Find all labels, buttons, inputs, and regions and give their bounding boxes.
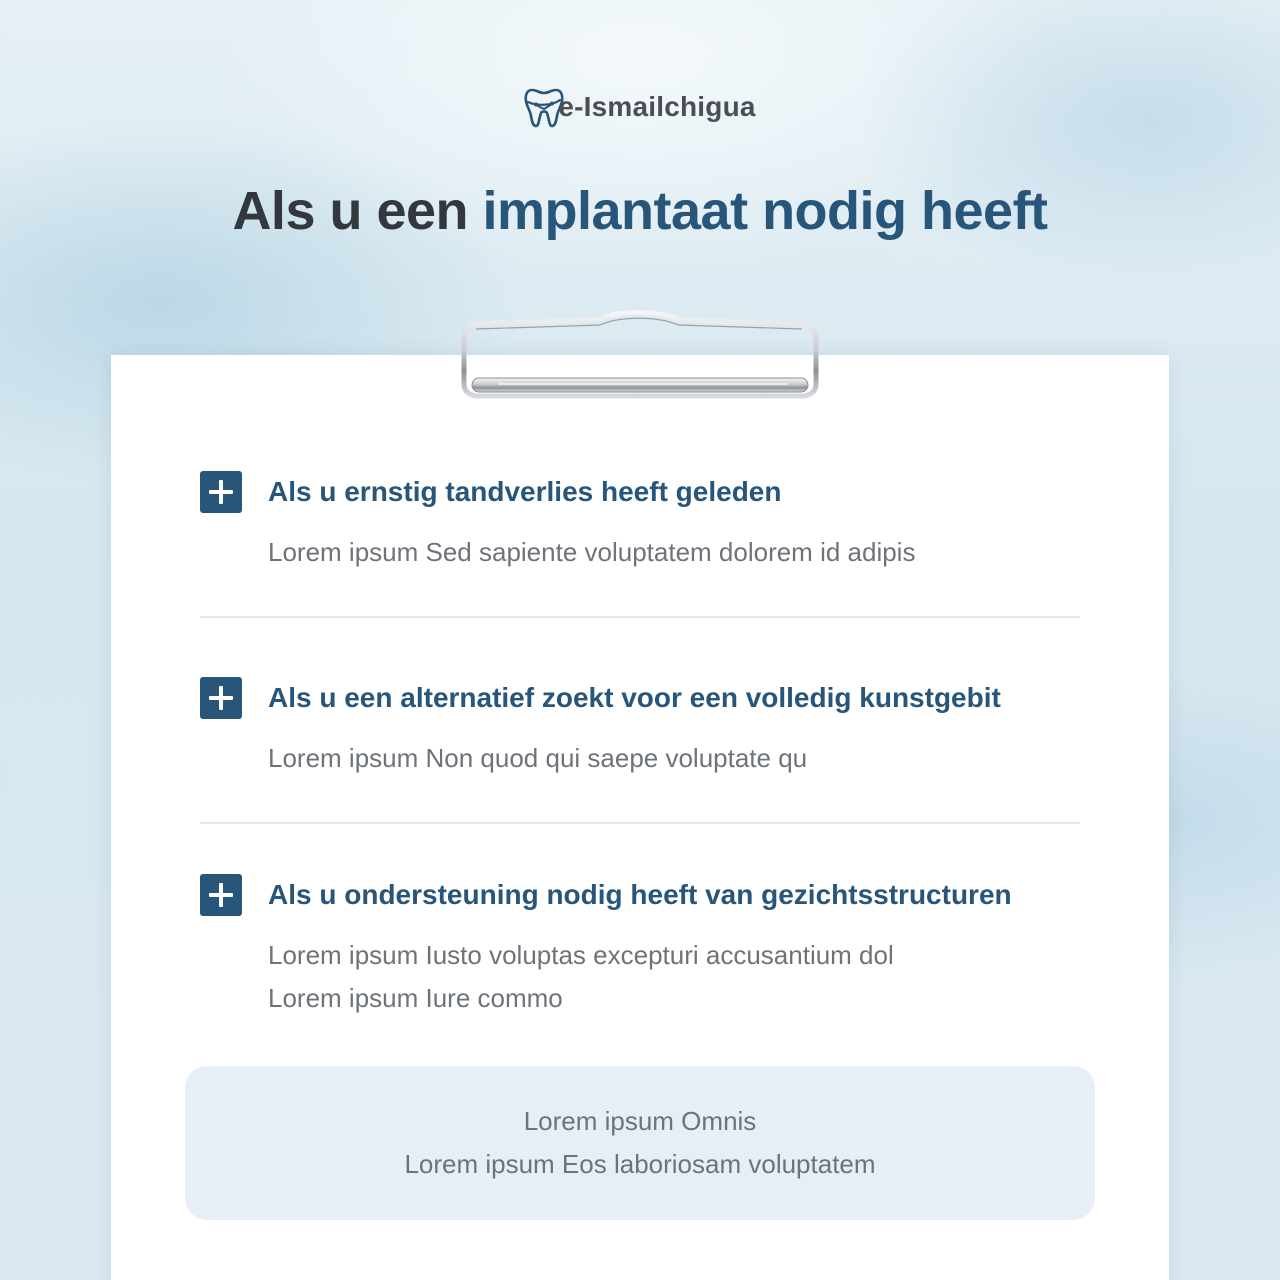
description-line: Lorem ipsum Non quod qui saepe voluptate qu xyxy=(268,743,808,773)
list-item-header xyxy=(200,873,1080,917)
list-item xyxy=(200,470,1080,574)
list-item-header xyxy=(200,470,1080,514)
list-item-title: Als u ernstig tandverlies heeft geleden xyxy=(268,476,782,507)
note-line: Lorem ipsum Omnis xyxy=(523,1106,757,1136)
list-item-header xyxy=(200,676,1080,720)
note-line: Lorem ipsum Eos laboriosam voluptatem xyxy=(404,1149,876,1179)
divider xyxy=(200,616,1080,618)
list-item xyxy=(200,873,1080,1020)
page-title-prefix: Als u een xyxy=(232,181,483,241)
clipboard-clip-icon xyxy=(458,306,822,406)
list-item-description xyxy=(268,531,1080,574)
plus-icon[interactable] xyxy=(200,677,242,719)
description-line: Lorem ipsum Iusto voluptas excepturi accusantium dol xyxy=(268,940,894,970)
list-item-title: Als u ondersteuning nodig heeft van gezichtsstructuren xyxy=(268,879,1012,910)
plus-icon[interactable] xyxy=(200,471,242,513)
note-box xyxy=(185,1066,1095,1220)
list-item-description xyxy=(268,934,1080,1020)
description-line: Lorem ipsum Iure commo xyxy=(268,983,563,1013)
description-line: Lorem ipsum Sed sapiente voluptatem dolorem id adipis xyxy=(268,537,916,567)
list-item-title: Als u een alternatief zoekt voor een volledig kunstgebit xyxy=(268,682,1001,713)
divider xyxy=(200,822,1080,824)
page-title-accent: implantaat nodig heeft xyxy=(482,181,1048,241)
list-item-description xyxy=(268,737,1080,780)
plus-icon[interactable] xyxy=(200,874,242,916)
list-item xyxy=(200,676,1080,780)
brand-logo xyxy=(0,86,1280,128)
page-title xyxy=(0,180,1280,242)
brand-name: e-Ismailchigua xyxy=(558,91,756,122)
